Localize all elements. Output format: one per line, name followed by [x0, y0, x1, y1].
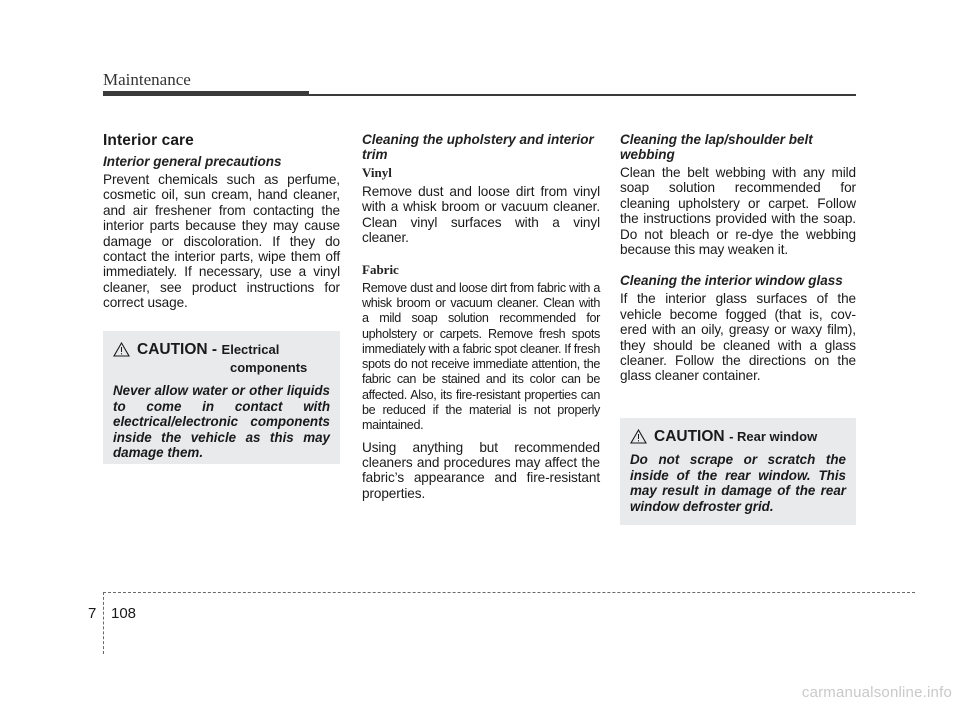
page-number: 108 — [111, 605, 137, 622]
fabric-title: Fabric — [362, 261, 399, 277]
chapter-number: 7 — [88, 605, 97, 622]
caution-label: CAUTION — [654, 428, 725, 445]
caution-topic: - Rear window — [729, 429, 818, 444]
vinyl-title: Vinyl — [362, 165, 392, 180]
caution-topic: Electrical — [221, 342, 280, 357]
section-title: Interior care — [103, 132, 194, 149]
column-1 — [103, 132, 340, 317]
caution-label: CAUTION - — [137, 341, 218, 358]
subsection-title-upholstery: Cleaning the upholstery and interior trim — [362, 132, 594, 162]
caution-box-electrical — [103, 331, 340, 464]
general-precautions-text: Prevent chemicals such as perfume, cosmetic oil, sun cream, hand cleaner, and air freshener from contacting the interior parts because they may cause damage or discoloration. If they do contact the interior parts, wipe them off immediately. If necessary, use a vinyl cleaner, see product instructions for correct usage. — [103, 172, 340, 311]
caution-body: Do not scrape or scratch the inside of the rear window. This may result in damage of the rear window defroster grid. — [630, 452, 846, 514]
subsection-title-belt-webbing: Cleaning the lap/shoulder belt webbing — [620, 132, 813, 162]
caution-header — [113, 341, 330, 377]
fabric-text-2: Using anything but recommended cleaners and procedures may affect the fabric’s appearance and fire-resistant properties. — [362, 439, 600, 501]
fabric-text: Remove dust and loose dirt from fabric with a whisk broom or vacuum cleaner. Clean with a mild soap solution recommended for upholstery or carpets. Remove fresh spots immediately with a fabric spot cleaner. If fresh spots do not receive immediate attention, the fabric can be stained and its color can be affected. Also, its fire-resistant properties can be reduced if the material is not properly maintained. — [362, 280, 600, 433]
caution-box-rear-window — [620, 418, 856, 525]
caution-header — [630, 428, 846, 446]
warning-triangle-icon — [630, 429, 647, 444]
vinyl-text: Remove dust and loose dirt from vinyl with a whisk broom or vacuum cleaner. Clean vinyl surfaces with a vinyl cleaner. — [362, 184, 600, 246]
footer-rule — [103, 592, 915, 593]
subsection-title-general-precautions: Interior general precautions — [103, 154, 282, 169]
caution-topic-line2: components — [230, 360, 308, 375]
warning-triangle-icon — [113, 342, 130, 357]
column-3 — [620, 132, 856, 390]
belt-webbing-text: Clean the belt webbing with any mild soap solution recommended for cleaning upholstery or carpet. Follow the instructions provided with the soap. Do not bleach or re-dye the webbing because this may weaken it. — [620, 165, 856, 258]
subsection-title-window-glass: Cleaning the interior window glass — [620, 273, 843, 289]
column-2 — [362, 132, 600, 507]
footer-rule-vertical — [103, 592, 104, 654]
header-rule-accent — [103, 91, 309, 96]
caution-body: Never allow water or other liquids to come in contact with electrical/electronic components inside the vehicle as this may damage them. — [113, 383, 330, 460]
window-glass-text: If the interior glass surfaces of the vehicle become fogged (that is, covered with an oily, greasy or waxy film), they should be cleaned with a glass cleaner. Follow the directions on the glass cleaner container. — [620, 291, 856, 384]
header-title: Maintenance — [103, 70, 191, 89]
watermark: carmanualsonline.info — [801, 684, 952, 701]
